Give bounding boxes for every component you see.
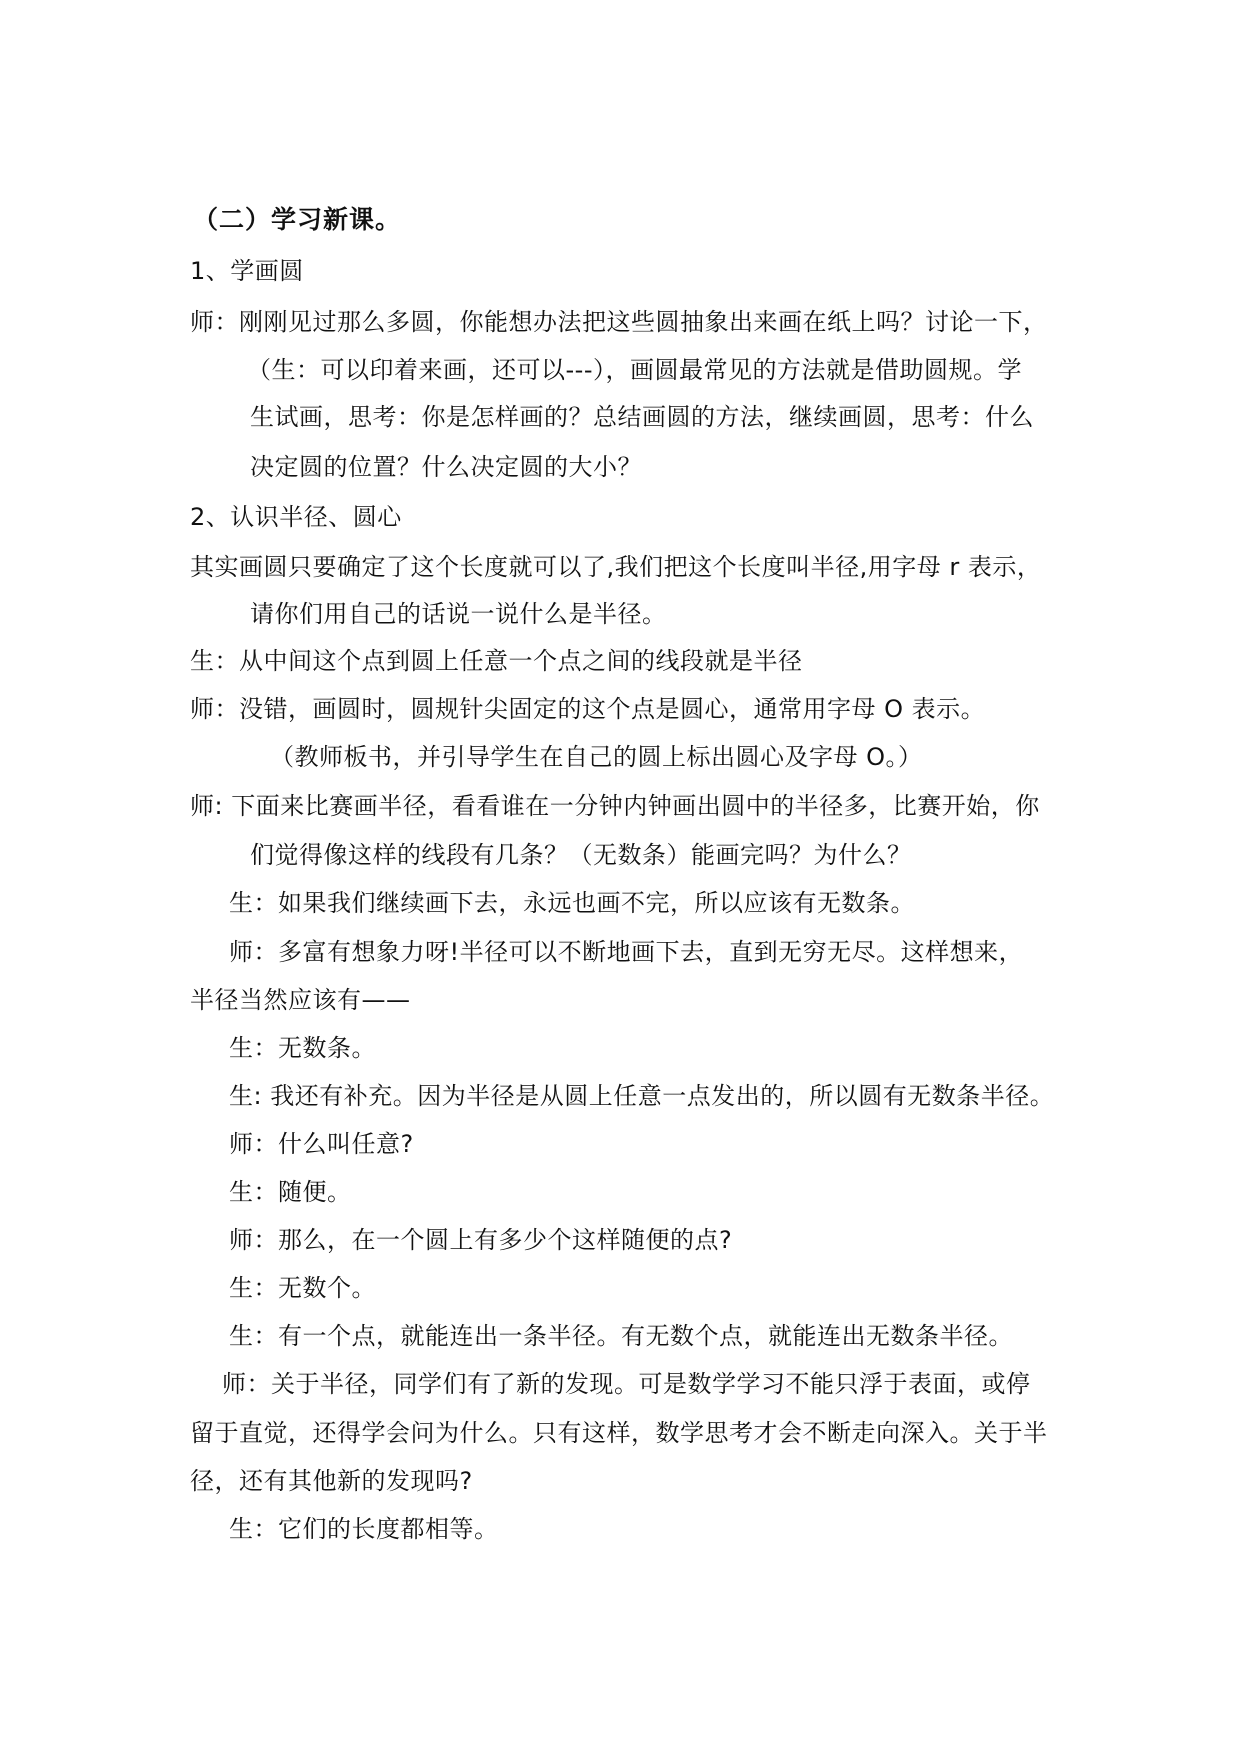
teacher-line-1b: （生：可以印着来画，还可以---），画圆最常见的方法就是借助圆规。学: [247, 356, 1022, 384]
student-line-6: 生：无数个。: [229, 1274, 376, 1302]
teacher-line-1c: 生试画，思考：你是怎样画的？总结画圆的方法，继续画圆，思考：什么: [250, 403, 1034, 431]
teacher-line-1d: 决定圆的位置？什么决定圆的大小？: [250, 453, 642, 481]
paragraph-line-2a: 其实画圆只要确定了这个长度就可以了,我们把这个长度叫半径,用字母 r 表示，: [190, 553, 1042, 581]
teacher-line-3a: 师: 下面来比赛画半径，看看谁在一分钟内钟画出圆中的半径多，比赛开始，你: [190, 792, 1040, 820]
student-line-1: 生：从中间这个点到圆上任意一个点之间的线段就是半径: [190, 647, 803, 675]
teacher-line-7c: 径，还有其他新的发现吗?: [190, 1467, 473, 1495]
teacher-line-3b: 们觉得像这样的线段有几条？（无数条）能画完吗？为什么？: [250, 841, 912, 869]
teacher-line-1a: 师：刚刚见过那么多圆，你能想办法把这些圆抽象出来画在纸上吗？讨论一下，: [190, 308, 1048, 336]
teacher-line-2: 师：没错，画圆时，圆规针尖固定的这个点是圆心，通常用字母 O 表示。: [190, 695, 986, 723]
subsection-title-radius-center: 2、认识半径、圆心: [190, 503, 402, 531]
teacher-line-7b: 留于直觉，还得学会问为什么。只有这样，数学思考才会不断走向深入。关于半: [190, 1419, 1048, 1447]
student-line-7: 生：有一个点，就能连出一条半径。有无数个点，就能连出无数条半径。: [229, 1322, 1013, 1350]
teacher-line-4a: 师：多富有想象力呀!半径可以不断地画下去，直到无穷无尽。这样想来，: [229, 938, 1024, 966]
teacher-line-5: 师：什么叫任意?: [229, 1130, 414, 1158]
teacher-line-7a: 师：关于半径，同学们有了新的发现。可是数学学习不能只浮于表面，或停: [222, 1370, 1031, 1398]
teacher-line-4b: 半径当然应该有——: [190, 986, 411, 1014]
student-line-5: 生：随便。: [229, 1178, 352, 1206]
student-line-2: 生：如果我们继续画下去，永远也画不完，所以应该有无数条。: [229, 889, 915, 917]
board-note: （教师板书，并引导学生在自己的圆上标出圆心及字母 O。）: [270, 743, 923, 771]
subsection-title-drawing-circles: 1、学画圆: [190, 257, 304, 285]
section-heading: （二）学习新课。: [193, 205, 402, 234]
paragraph-line-2b: 请你们用自己的话说一说什么是半径。: [250, 600, 667, 628]
teacher-line-6: 师：那么，在一个圆上有多少个这样随便的点?: [229, 1226, 733, 1254]
student-line-3: 生：无数条。: [229, 1034, 376, 1062]
student-line-4: 生: 我还有补充。因为半径是从圆上任意一点发出的，所以圆有无数条半径。: [229, 1082, 1055, 1110]
student-line-8: 生：它们的长度都相等。: [229, 1515, 499, 1543]
